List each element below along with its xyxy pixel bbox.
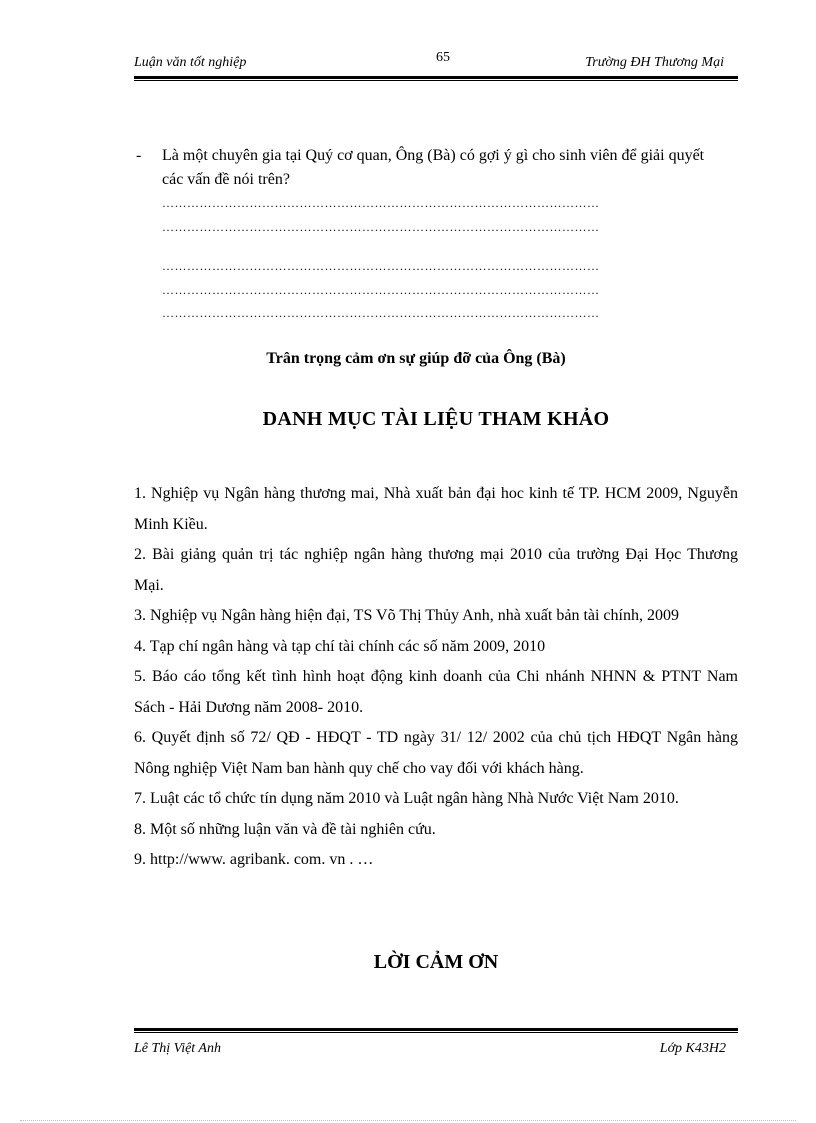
answer-dotted-line: …………………………………………………………………………………………… (162, 196, 600, 210)
references-list (134, 479, 738, 876)
header-rule (134, 76, 738, 81)
question-bullet: - (136, 147, 142, 164)
reference-item: 6. Quyết định số 72/ QĐ - HĐQT - TD ngày 31/ 12/ 2002 của chủ tịch HĐQT Ngân hàng Nông nghiệp Việt Nam ban hành quy chế cho vay đối với khách hàng. (134, 729, 738, 777)
acknowledgement-title: LỜI CẢM ƠN (373, 951, 499, 973)
page-number: 65 (436, 50, 450, 65)
question-text: Là một chuyên gia tại Quý cơ quan, Ông (Bà) có gợi ý gì cho sinh viên để giải quyết các vấn đề nói trên? (162, 147, 705, 188)
references-title: DANH MỤC TÀI LIỆU THAM KHẢO (262, 408, 610, 430)
header-thesis-label: Luận văn tốt nghiệp (134, 55, 247, 70)
answer-dotted-line: …………………………………………………………………………………………… (162, 283, 600, 297)
reference-item: 1. Nghiệp vụ Ngân hàng thương mai, Nhà xuất bản đại hoc kinh tế TP. HCM 2009, Nguyễn Minh Kiều. (134, 485, 738, 533)
answer-dotted-line: …………………………………………………………………………………………… (162, 259, 600, 273)
answer-dotted-line: …………………………………………………………………………………………… (162, 306, 600, 320)
reference-item: 2. Bài giảng quản trị tác nghiệp ngân hàng thương mại 2010 của trường Đại Học Thương Mại. (134, 546, 738, 594)
footer-class: Lớp K43H2 (659, 1041, 726, 1056)
reference-item: 7. Luật các tổ chức tín dụng năm 2010 và Luật ngân hàng Nhà Nước Việt Nam 2010. (134, 790, 679, 807)
reference-item: 9. http://www. agribank. com. vn . … (134, 851, 374, 868)
thanks-line: Trân trọng cảm ơn sự giúp đỡ của Ông (Bà) (266, 350, 566, 367)
answer-dotted-line: …………………………………………………………………………………………… (162, 220, 600, 234)
page-bottom-edge (20, 1120, 796, 1121)
header-university-label: Trường ĐH Thương Mại (585, 55, 724, 70)
reference-item: 5. Báo cáo tổng kết tình hình hoạt động kinh doanh của Chi nhánh NHNN & PTNT Nam Sách - Hải Dương năm 2008- 2010. (134, 668, 738, 716)
reference-item: 8. Một số những luận văn và đề tài nghiên cứu. (134, 820, 436, 838)
footer-author: Lê Thị Việt Anh (134, 1041, 221, 1056)
reference-item: 3. Nghiệp vụ Ngân hàng hiện đại, TS Võ Thị Thủy Anh, nhà xuất bản tài chính, 2009 (134, 607, 679, 624)
footer-rule (134, 1028, 738, 1033)
reference-item: 4. Tạp chí ngân hàng và tạp chí tài chính các số năm 2009, 2010 (134, 637, 546, 655)
